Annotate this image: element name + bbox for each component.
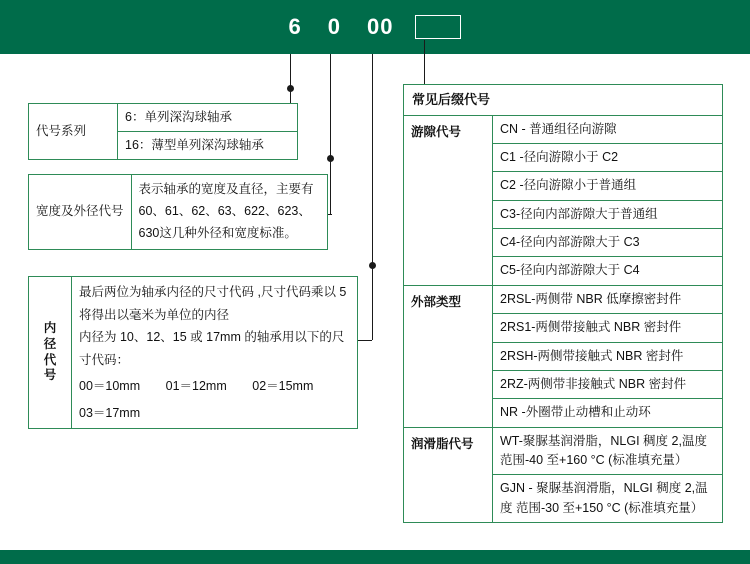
- suffix-code-table: [403, 84, 723, 523]
- bore-label-char-2: 径: [43, 336, 57, 351]
- external-2rz: 2RZ-两侧带非接触式 NBR 密封件: [493, 370, 723, 398]
- width-description: 表示轴承的宽度及直径，主要有60、61、62、63、622、623、630这几种外径和宽度标准。: [131, 175, 327, 250]
- code-suffix-box: [415, 15, 461, 39]
- series-option-16: 16：薄型单列深沟球轴承: [118, 131, 298, 159]
- clearance-cn: CN - 普通组径向游隙: [493, 115, 723, 143]
- footer-band: [0, 550, 750, 564]
- code-digit-series: 6: [288, 14, 302, 39]
- external-nr: NR -外圈带止动槽和止动环: [493, 399, 723, 427]
- bore-code-00: 00＝10mm: [79, 379, 141, 393]
- width-diameter-table: [28, 174, 328, 250]
- bore-line-1: 最后两位为轴承内径的尺寸代码 ,尺寸代码乘以 5 将得出以毫米为单位的内径: [79, 285, 347, 322]
- series-table: [28, 103, 298, 160]
- leader-horizontal-bore: [358, 340, 372, 341]
- bore-code-row-2: [79, 402, 350, 425]
- grease-gjn: GJN - 聚脲基润滑脂，NLGI 稠度 2,温度 范围-30 至+150 °C (标准填充量）: [493, 475, 723, 523]
- external-2rsh: 2RSH-两侧带接触式 NBR 密封件: [493, 342, 723, 370]
- width-label: 宽度及外径代号: [29, 175, 132, 250]
- suffix-group-external: 外部类型: [404, 285, 493, 427]
- table-row: [404, 115, 723, 143]
- table-row: [404, 285, 723, 313]
- bearing-code: [0, 0, 750, 54]
- bore-code-row-1: [79, 375, 350, 398]
- leader-dot-bore: [369, 262, 376, 269]
- series-label: 代号系列: [29, 104, 118, 160]
- leader-line-bore: [372, 54, 373, 340]
- series-option-6: 6：单列深沟球轴承: [118, 104, 298, 132]
- bore-description: [72, 277, 358, 429]
- table-row: [29, 277, 358, 429]
- suffix-title: 常见后缀代号: [404, 85, 723, 116]
- clearance-c2: C2 -径向游隙小于普通组: [493, 172, 723, 200]
- clearance-c4: C4-径向内部游隙大于 C3: [493, 229, 723, 257]
- code-digit-width: 0: [327, 14, 341, 39]
- clearance-c1: C1 -径向游隙小于 C2: [493, 143, 723, 171]
- bore-label: [29, 277, 72, 429]
- bore-line-2: 内径为 10、12、15 或 17mm 的轴承用以下的尺寸代码：: [79, 330, 345, 367]
- grease-wt: WT-聚脲基润滑脂，NLGI 稠度 2,温度范围-40 至+160 °C (标准填充量）: [493, 427, 723, 475]
- table-row: [29, 104, 298, 132]
- leader-dot-series: [287, 85, 294, 92]
- external-2rsl: 2RSL-两侧带 NBR 低摩擦密封件: [493, 285, 723, 313]
- clearance-c3: C3-径向内部游隙大于普通组: [493, 200, 723, 228]
- bore-label-char-4: 号: [43, 368, 57, 383]
- leader-line-suffix: [424, 40, 425, 84]
- leader-horizontal-width: [328, 214, 332, 215]
- leader-dot-width: [327, 155, 334, 162]
- code-digit-bore: 00: [367, 14, 394, 39]
- bore-code-table: [28, 276, 358, 429]
- bore-code-03: 03＝17mm: [79, 405, 141, 420]
- table-row: [29, 175, 328, 250]
- suffix-group-grease: 润滑脂代号: [404, 427, 493, 523]
- clearance-c5: C5-径向内部游隙大于 C4: [493, 257, 723, 285]
- table-row: [404, 427, 723, 475]
- bore-code-01: 01＝12mm: [165, 379, 227, 393]
- bore-label-char-3: 代: [43, 352, 57, 367]
- table-row: [404, 85, 723, 116]
- suffix-group-clearance: 游隙代号: [404, 115, 493, 285]
- bore-label-char-1: 内: [43, 321, 57, 336]
- leader-line-width: [330, 54, 331, 214]
- bore-code-02: 02＝15mm: [252, 379, 314, 393]
- external-2rs1: 2RS1-两侧带接触式 NBR 密封件: [493, 314, 723, 342]
